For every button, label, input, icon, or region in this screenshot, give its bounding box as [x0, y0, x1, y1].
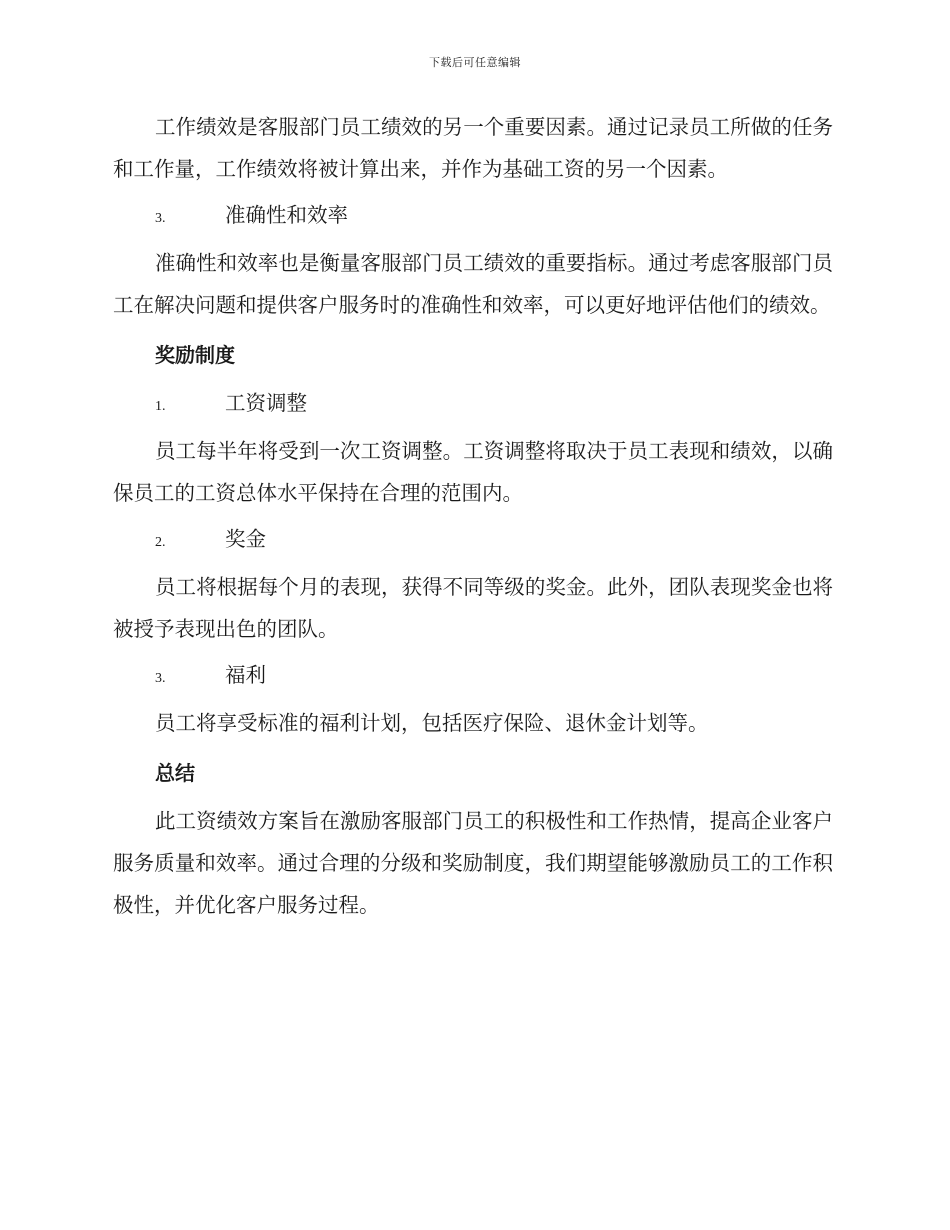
paragraph-benefits: 员工将享受标准的福利计划，包括医疗保险、退休金计划等。 — [155, 711, 709, 735]
numbered-heading-bonus — [113, 518, 833, 560]
page-header: 下载后可任意编辑 — [429, 56, 521, 69]
heading-label: 奖金 — [225, 527, 266, 551]
numbered-heading-salary-adjustment — [113, 382, 833, 424]
heading-number: 3. — [155, 211, 166, 226]
heading-number: 3. — [155, 671, 166, 686]
paragraph-bonus: 员工将根据每个月的表现，获得不同等级的奖金。此外，团队表现奖金也将被授予表现出色的团队。 — [113, 575, 833, 641]
heading-label: 工资调整 — [225, 391, 307, 415]
heading-label: 福利 — [225, 663, 266, 687]
section-heading-summary: 总结 — [155, 761, 195, 785]
heading-number: 2. — [155, 535, 166, 550]
paragraph-salary-adjustment: 员工每半年将受到一次工资调整。工资调整将取决于员工表现和绩效，以确保员工的工资总体水平保持在合理的范围内。 — [113, 439, 833, 505]
document-body — [113, 106, 833, 926]
numbered-heading-accuracy — [113, 194, 833, 236]
paragraph-accuracy: 准确性和效率也是衡量客服部门员工绩效的重要指标。通过考虑客服部门员工在解决问题和提供客户服务时的准确性和效率，可以更好地评估他们的绩效。 — [113, 251, 833, 317]
heading-number: 1. — [155, 399, 166, 414]
paragraph-work-performance: 工作绩效是客服部门员工绩效的另一个重要因素。通过记录员工所做的任务和工作量，工作绩效将被计算出来，并作为基础工资的另一个因素。 — [113, 115, 833, 181]
numbered-heading-benefits — [113, 654, 833, 696]
heading-label: 准确性和效率 — [225, 203, 348, 227]
section-heading-reward: 奖励制度 — [155, 343, 235, 367]
paragraph-summary: 此工资绩效方案旨在激励客服部门员工的积极性和工作热情，提高企业客户服务质量和效率。通过合理的分级和奖励制度，我们期望能够激励员工的工作积极性，并优化客户服务过程。 — [113, 809, 833, 917]
